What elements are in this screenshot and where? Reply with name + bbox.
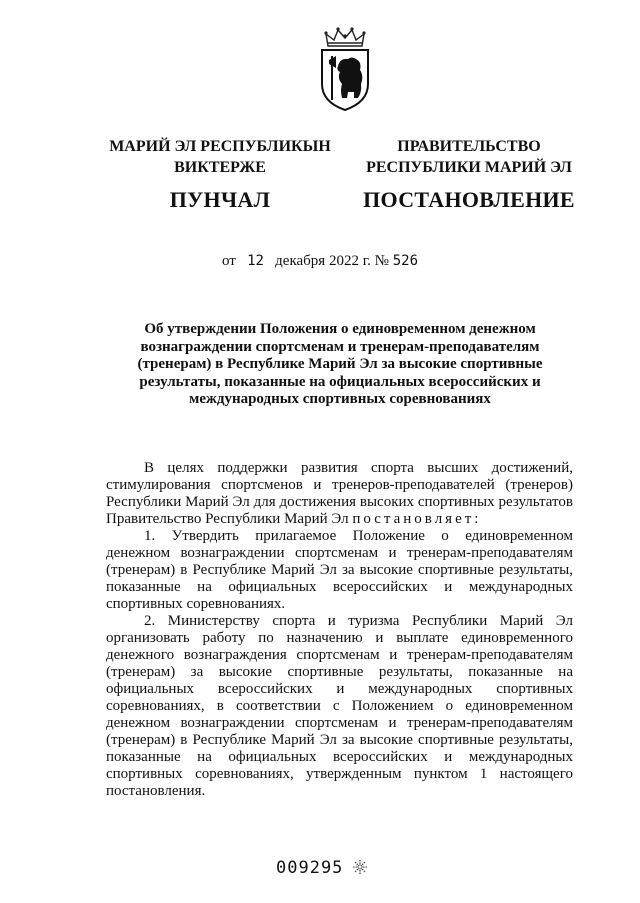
header-left-doc-type: ПУНЧАЛ	[169, 187, 271, 212]
resolves-text: постановляет:	[352, 511, 482, 527]
header-right-line2: РЕСПУБЛИКИ МАРИЙ ЭЛ	[366, 159, 572, 176]
header-right-line1: ПРАВИТЕЛЬСТВО	[397, 138, 541, 155]
security-mark-icon	[352, 859, 368, 875]
date-prefix: от	[221, 253, 236, 269]
header-left	[104, 136, 336, 213]
header-right-doc-type: ПОСТАНОВЛЕНИЕ	[363, 187, 575, 212]
form-serial-number: 009295	[276, 858, 344, 878]
mari-el-coat-of-arms-icon	[316, 26, 374, 112]
header-left-line1: МАРИЙ ЭЛ РЕСПУБЛИКЫН	[109, 138, 331, 155]
header-right	[362, 136, 576, 213]
document-title: Об утверждении Положения о единовременном денежном вознаграждении спортсменам и тренерам-преподавателям (тренерам) в Республике Марий Эл за высокие спортивные результаты, показанные на официальных всероссийских и международных спортивных соревнованиях	[137, 321, 543, 407]
header-left-line2: ВИКТЕРЖЕ	[174, 159, 266, 176]
date-day: 12	[247, 253, 264, 269]
item-2-paragraph: 2. Министерству спорта и туризма Республики Марий Эл организовать работу по назначению и выплате единовременного денежного вознаграждения спортсменам и тренерам-преподавателям (тренерам) за высокие спортивные результаты, показанные на официальных всероссийских и международных спортивных соревнованиях, в соответствии с Положением о единовременном денежном вознаграждении спортсменам и тренерам-преподавателям (тренерам) в Республике Марий Эл за высокие спортивные результаты, показанные на официальных всероссийских и международных спортивных соревнованиях, утвержденным пунктом 1 настоящего постановления.	[106, 613, 573, 799]
date-line	[0, 253, 640, 270]
preamble-text: В целях поддержки развития спорта высших достижений, стимулирования спортсменов и тренеров-преподавателей (тренеров) Республики Марий Эл для достижения высоких спортивных результатов Правительство Республики Марий Эл	[106, 460, 573, 527]
item-1-paragraph: 1. Утвердить прилагаемое Положение о единовременном денежном вознаграждении спортсменам и тренерам-преподавателям (тренерам) в Республике Марий Эл за высокие спортивные результаты, показанные на официальных всероссийских и международных спортивных соревнованиях.	[106, 528, 573, 612]
preamble-paragraph	[106, 460, 573, 528]
document-number: 526	[392, 253, 419, 269]
document-body	[106, 460, 573, 800]
date-month-year: декабря 2022 г. №	[275, 253, 389, 269]
